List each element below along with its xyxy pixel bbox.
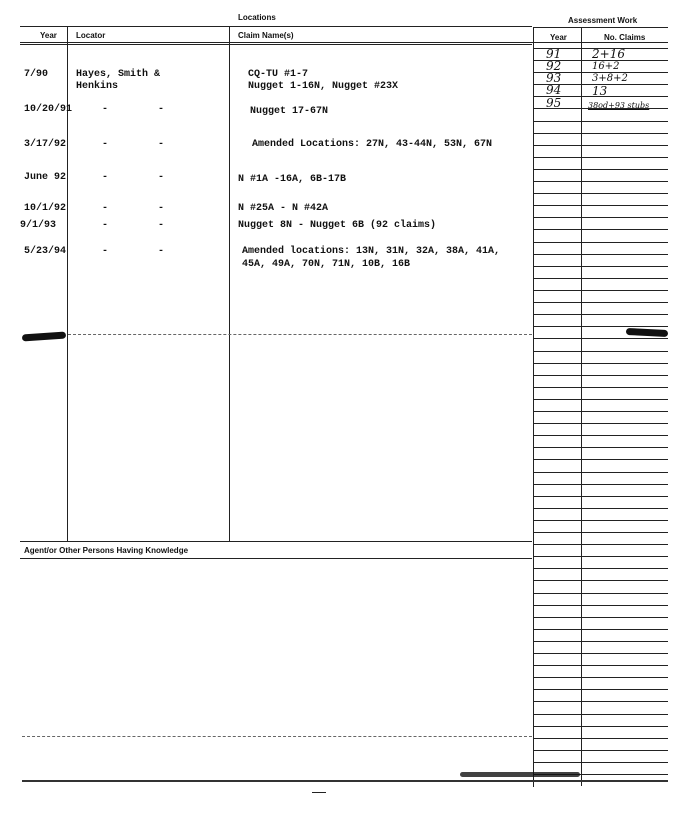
aw-row-4-year: 94 (546, 83, 562, 97)
row-1-locator-2: Henkins (76, 81, 119, 92)
aw-ruled-line (534, 508, 668, 509)
bottom-smudge (460, 772, 580, 777)
row-1-locator: Hayes, Smith & (76, 69, 161, 80)
aw-row-2-year: 92 (546, 59, 562, 73)
bottom-edge-rule (22, 780, 668, 782)
row-2-locator: - (102, 104, 109, 115)
aw-ruled-line (534, 411, 668, 412)
aw-ruled-line (534, 544, 668, 545)
aw-ruled-line (534, 653, 668, 654)
row-4-claim: N #1A -16A, 6B-17B (238, 174, 347, 185)
row-6-locator: - (102, 220, 109, 231)
aw-ruled-line (534, 351, 668, 352)
aw-ruled-line (534, 181, 668, 182)
aw-ruled-line (534, 302, 668, 303)
bottom-dash-mark (312, 792, 326, 793)
aw-ruled-line (534, 399, 668, 400)
aw-year-column-header: Year (550, 33, 567, 42)
locations-header: Locations (238, 13, 276, 22)
aw-ruled-line (534, 217, 668, 218)
row-1-year: 7/90 (24, 69, 49, 80)
left-tape-mark (22, 331, 66, 341)
aw-ruled-line (534, 363, 668, 364)
aw-ruled-line (534, 762, 668, 763)
header-top-rule (20, 26, 532, 27)
row-5-locator-b: - (158, 203, 165, 214)
row-3-locator-b: - (158, 139, 165, 150)
row-2-locator-b: - (158, 104, 165, 115)
aw-year-claims-divider (581, 28, 582, 786)
row-7-claim: Amended locations: 13N, 31N, 32A, 38A, 41A, (242, 246, 501, 257)
bottom-fold-line (22, 736, 532, 737)
aw-ruled-line (534, 278, 668, 279)
aw-row-3-year: 93 (546, 71, 562, 85)
row-4-year: June 92 (24, 172, 67, 183)
aw-ruled-line (534, 472, 668, 473)
aw-ruled-line (534, 326, 668, 327)
aw-ruled-line (534, 568, 668, 569)
aw-ruled-line (534, 338, 668, 339)
row-6-claim: Nugget 8N - Nugget 6B (92 claims) (238, 220, 437, 231)
aw-ruled-line (534, 580, 668, 581)
aw-ruled-line (534, 157, 668, 158)
aw-ruled-line (534, 169, 668, 170)
aw-ruled-line (534, 701, 668, 702)
row-3-locator: - (102, 139, 109, 150)
aw-ruled-line (534, 520, 668, 521)
aw-ruled-line (534, 459, 668, 460)
agent-section-top-rule (20, 541, 532, 542)
aw-ruled-line (534, 254, 668, 255)
row-2-claim: Nugget 17-67N (250, 106, 329, 117)
row-6-locator-b: - (158, 220, 165, 231)
aw-ruled-line (534, 689, 668, 690)
row-7-claim-2: 45A, 49A, 70N, 71N, 10B, 16B (242, 259, 411, 270)
aw-header-top-rule (534, 27, 668, 28)
row-7-year: 5/23/94 (24, 246, 67, 257)
aw-row-1-claims: 2+16 (592, 47, 625, 61)
claim-aw-divider (533, 27, 534, 787)
aw-ruled-line (534, 532, 668, 533)
aw-ruled-line (534, 617, 668, 618)
aw-ruled-line (534, 193, 668, 194)
aw-ruled-line (534, 205, 668, 206)
aw-ruled-line (534, 423, 668, 424)
row-4-locator-b: - (158, 172, 165, 183)
aw-ruled-line (534, 738, 668, 739)
aw-ruled-line (534, 714, 668, 715)
aw-ruled-line (534, 484, 668, 485)
row-5-locator: - (102, 203, 109, 214)
aw-ruled-line (534, 266, 668, 267)
aw-ruled-line (534, 121, 668, 122)
agent-section-header: Agent/or Other Persons Having Knowledge (24, 546, 189, 555)
aw-row-2-claims: 16+2 (592, 61, 620, 72)
row-2-year: 10/20/91 (24, 104, 73, 115)
assessment-work-header: Assessment Work (568, 16, 638, 25)
row-3-claim: Amended Locations: 27N, 43-44N, 53N, 67N (252, 139, 493, 150)
row-5-claim: N #25A - N #42A (238, 203, 329, 214)
row-7-locator: - (102, 246, 109, 257)
aw-ruled-line (534, 641, 668, 642)
locator-column-header: Locator (76, 31, 106, 40)
aw-ruled-line (534, 593, 668, 594)
aw-ruled-line (534, 435, 668, 436)
row-3-year: 3/17/92 (24, 139, 67, 150)
header-bottom-rule-2 (20, 44, 532, 45)
row-6-year: 9/1/93 (20, 220, 57, 231)
aw-ruled-line (534, 750, 668, 751)
fold-line (68, 334, 532, 335)
aw-row-5-claims: 38od+93 stubs (588, 101, 650, 110)
row-1-claim: CQ-TU #1-7 (248, 69, 309, 80)
claim-names-column-header: Claim Name(s) (238, 31, 294, 40)
row-1-claim-2: Nugget 1-16N, Nugget #23X (248, 81, 399, 92)
aw-ruled-line (534, 496, 668, 497)
aw-ruled-line (534, 229, 668, 230)
aw-ruled-line (534, 242, 668, 243)
aw-ruled-line (534, 133, 668, 134)
year-column-header: Year (40, 31, 57, 40)
row-4-locator: - (102, 172, 109, 183)
aw-ruled-line (534, 314, 668, 315)
aw-ruled-line (534, 677, 668, 678)
aw-ruled-line (534, 447, 668, 448)
header-bottom-rule (20, 42, 668, 43)
aw-ruled-line (534, 290, 668, 291)
aw-ruled-line (534, 726, 668, 727)
row-5-year: 10/1/92 (24, 203, 67, 214)
aw-ruled-line (534, 387, 668, 388)
row-7-locator-b: - (158, 246, 165, 257)
aw-no-claims-column-header: No. Claims (604, 33, 646, 42)
aw-row-5-year: 95 (546, 96, 562, 110)
aw-row-1-year: 91 (546, 47, 562, 61)
aw-ruled-line (534, 375, 668, 376)
aw-ruled-line (534, 665, 668, 666)
aw-ruled-line (534, 556, 668, 557)
aw-row-4-claims: 13 (592, 84, 608, 98)
right-tape-mark (626, 328, 668, 337)
aw-ruled-line (534, 629, 668, 630)
locator-claim-divider (229, 27, 230, 541)
aw-ruled-line (534, 145, 668, 146)
agent-section-rule (20, 558, 532, 559)
aw-row-3-claims: 3+8+2 (592, 73, 628, 84)
aw-ruled-line (534, 605, 668, 606)
